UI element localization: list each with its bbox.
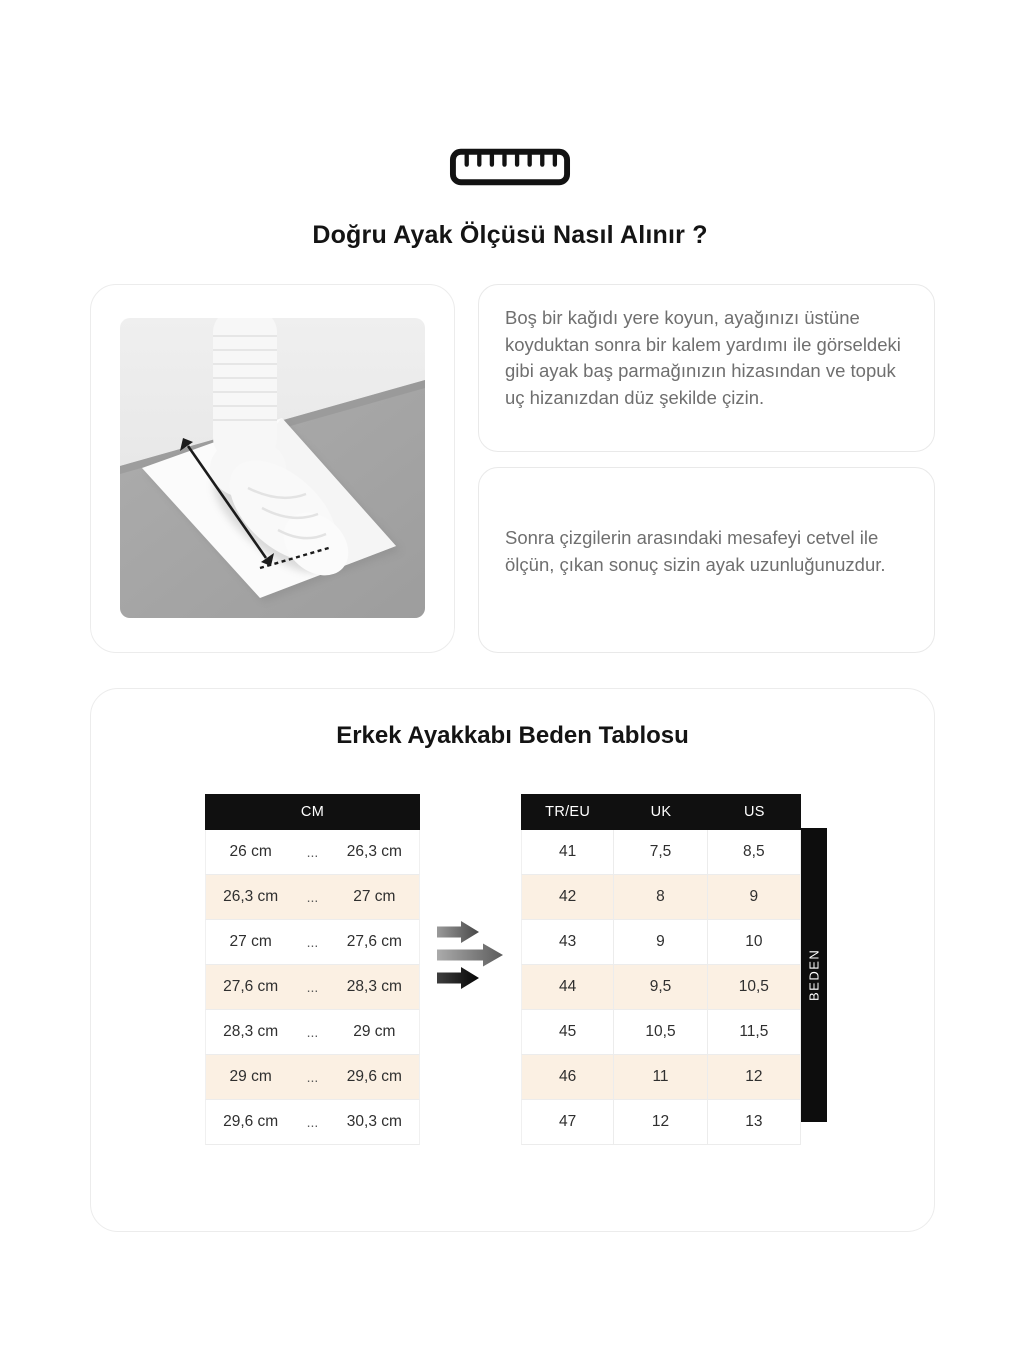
table-row (205, 830, 420, 875)
size-tr-eu: 46 (521, 1055, 614, 1100)
size-uk: 12 (614, 1100, 707, 1145)
range-separator: ... (295, 830, 329, 875)
size-us: 9 (708, 875, 801, 920)
size-uk: 7,5 (614, 830, 707, 875)
size-table-card (90, 688, 935, 1232)
table-row (521, 830, 801, 875)
cm-from: 29,6 cm (205, 1100, 295, 1145)
size-uk: 10,5 (614, 1010, 707, 1055)
ruler-icon (0, 147, 1020, 192)
range-separator: ... (295, 1055, 329, 1100)
range-separator: ... (295, 965, 329, 1010)
conversion-table-wrap (521, 794, 827, 1145)
size-table-title: Erkek Ayakkabı Beden Tablosu (336, 722, 689, 749)
size-us: 10 (708, 920, 801, 965)
cm-from: 26,3 cm (205, 875, 295, 920)
page-title: Doğru Ayak Ölçüsü Nasıl Alınır ? (312, 221, 708, 249)
table-row (521, 875, 801, 920)
conversion-table (521, 794, 801, 1145)
cm-from: 27 cm (205, 920, 295, 965)
size-tr-eu: 44 (521, 965, 614, 1010)
size-us: 12 (708, 1055, 801, 1100)
cm-to: 30,3 cm (330, 1100, 420, 1145)
size-uk: 11 (614, 1055, 707, 1100)
size-tr-eu: 47 (521, 1100, 614, 1145)
table-row (521, 1010, 801, 1055)
size-tr-eu: 43 (521, 920, 614, 965)
column-header-tr-eu: TR/EU (521, 794, 614, 830)
table-row (205, 875, 420, 920)
column-header-us: US (708, 794, 801, 830)
size-us: 10,5 (708, 965, 801, 1010)
cm-from: 26 cm (205, 830, 295, 875)
beden-label: BEDEN (801, 828, 827, 1122)
conversion-arrows-icon (437, 920, 507, 995)
size-us: 8,5 (708, 830, 801, 875)
size-uk: 9 (614, 920, 707, 965)
cm-from: 27,6 cm (205, 965, 295, 1010)
range-separator: ... (295, 1100, 329, 1145)
size-us: 11,5 (708, 1010, 801, 1055)
cm-from: 28,3 cm (205, 1010, 295, 1055)
size-us: 13 (708, 1100, 801, 1145)
cm-to: 29 cm (330, 1010, 420, 1055)
cm-to: 27 cm (330, 875, 420, 920)
size-uk: 9,5 (614, 965, 707, 1010)
instruction-text-measure: Sonra çizgilerin arasındaki mesafeyi cetvel ile ölçün, çıkan sonuç sizin ayak uzunluğunuzdur. (505, 527, 886, 575)
cm-from: 29 cm (205, 1055, 295, 1100)
table-row (205, 965, 420, 1010)
table-row (521, 1100, 801, 1145)
cm-to: 26,3 cm (330, 830, 420, 875)
cm-to: 28,3 cm (330, 965, 420, 1010)
size-uk: 8 (614, 875, 707, 920)
cm-to: 27,6 cm (330, 920, 420, 965)
column-header-uk: UK (614, 794, 707, 830)
table-row (205, 1100, 420, 1145)
howto-section (90, 284, 935, 653)
table-row (521, 965, 801, 1010)
foot-measurement-illustration (120, 318, 425, 618)
table-row (521, 1055, 801, 1100)
range-separator: ... (295, 875, 329, 920)
range-separator: ... (295, 1010, 329, 1055)
instruction-box-measure (478, 467, 935, 653)
table-row (521, 920, 801, 965)
size-tr-eu: 45 (521, 1010, 614, 1055)
size-tr-eu: 41 (521, 830, 614, 875)
instruction-text-draw: Boş bir kağıdı yere koyun, ayağınızı üstüne koyduktan sonra bir kalem yardımı ile görseldeki gibi ayak baş parmağınızın hizasından ve topuk uç hizanızdan düz şekilde çizin. (505, 307, 901, 408)
cm-table-header: CM (205, 794, 420, 830)
instruction-box-draw (478, 284, 935, 452)
range-separator: ... (295, 920, 329, 965)
cm-table (205, 794, 420, 1145)
table-row (205, 1055, 420, 1100)
cm-to: 29,6 cm (330, 1055, 420, 1100)
table-row (205, 920, 420, 965)
table-row (205, 1010, 420, 1055)
photo-card (90, 284, 455, 653)
size-tr-eu: 42 (521, 875, 614, 920)
